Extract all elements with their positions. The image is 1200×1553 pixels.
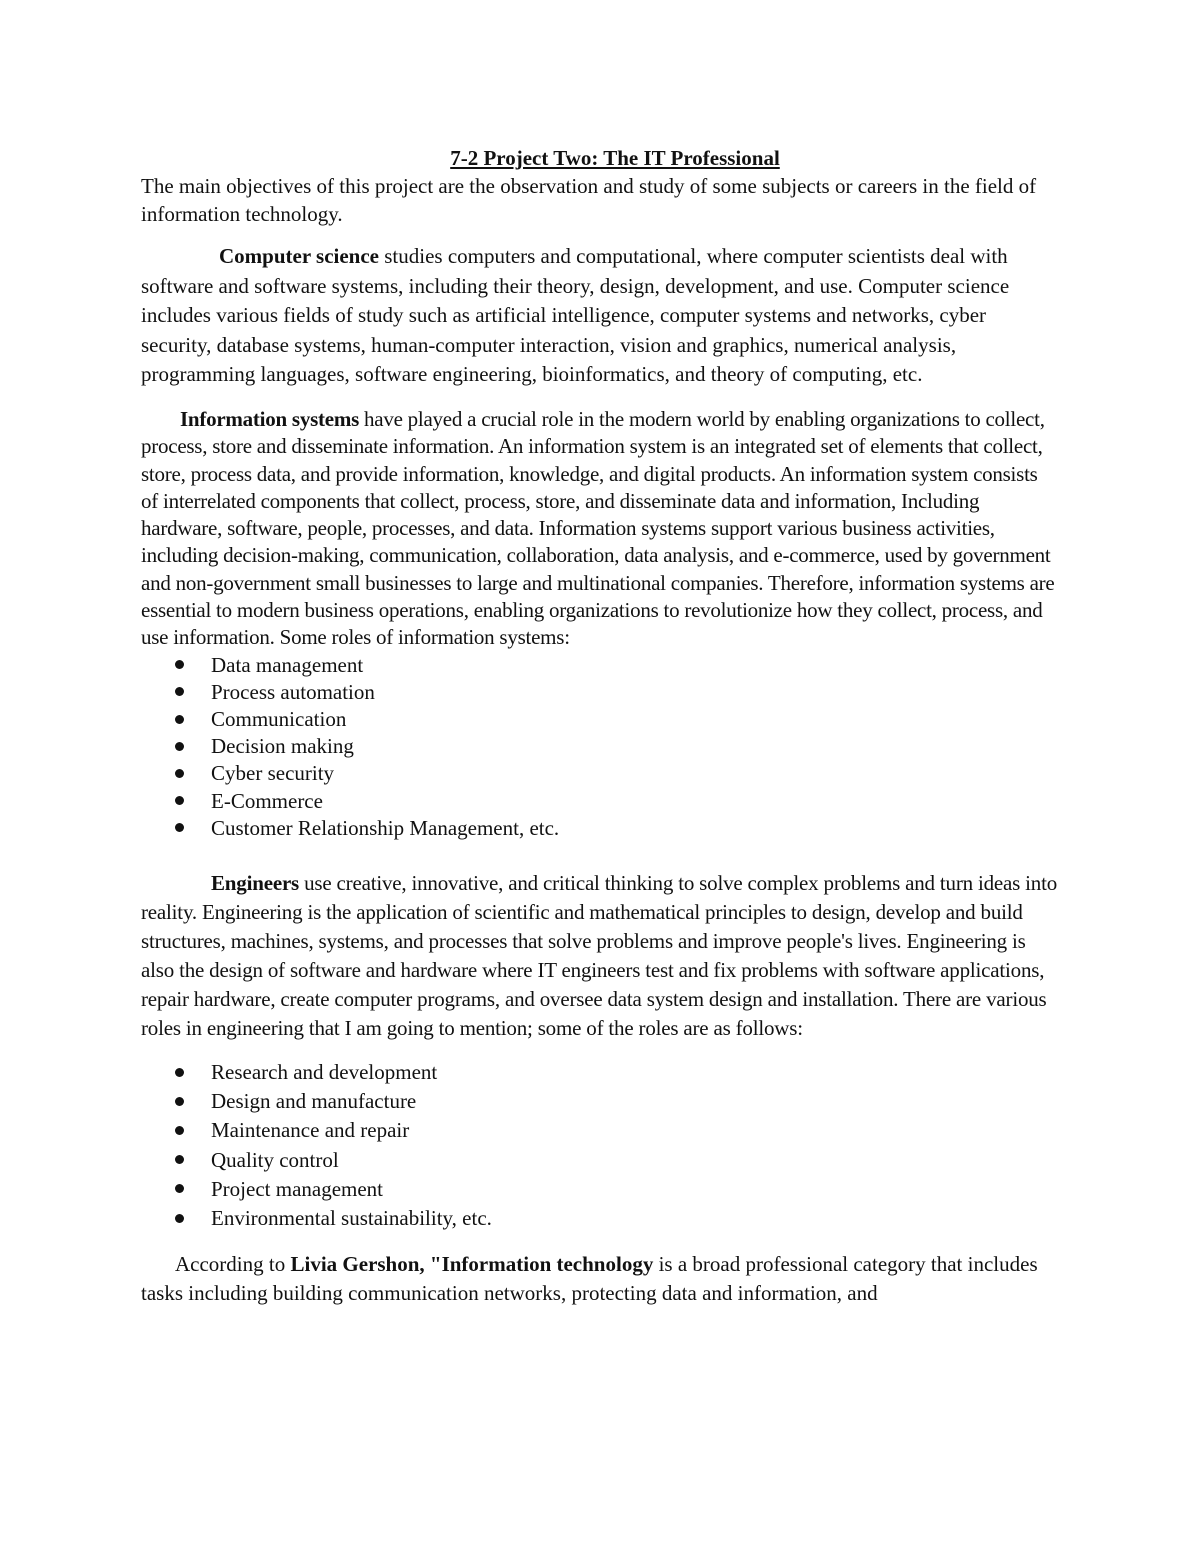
author-name: Livia Gershon, " <box>290 1252 442 1277</box>
bullet-icon <box>175 1097 184 1106</box>
list-item: Project management <box>141 1175 1059 1204</box>
information-systems-roles-list <box>141 652 1059 842</box>
it-lead: According to <box>175 1252 291 1277</box>
computer-science-term: Computer science <box>219 244 379 268</box>
document-title: 7-2 Project Two: The IT Professional <box>450 146 780 170</box>
bullet-icon <box>175 1068 184 1077</box>
information-systems-term: Information systems <box>180 406 359 431</box>
list-item: Process automation <box>141 679 1059 706</box>
computer-science-paragraph <box>141 242 1059 390</box>
bullet-icon <box>175 715 184 724</box>
intro-paragraph: The main objectives of this project are the observation and study of some subjects or careers in the field of information technology. <box>141 174 1037 226</box>
bullet-icon <box>175 660 184 669</box>
list-item: Data management <box>141 652 1059 679</box>
bullet-icon <box>175 796 184 805</box>
list-item: E-Commerce <box>141 788 1059 815</box>
list-item: Communication <box>141 706 1059 733</box>
bullet-icon <box>175 823 184 832</box>
bullet-icon <box>175 1126 184 1135</box>
bullet-icon <box>175 1155 184 1164</box>
computer-science-text: studies computers and computational, where computer scientists deal with software and software systems, including their theory, design, development, and use. Computer science includes various fields of study such as artificial intelligence, computer systems and networks, cyber security, database systems, human-computer interaction, vision and graphics, numerical analysis, programming languages, software engineering, bioinformatics, and theory of computing, etc. <box>141 244 1010 387</box>
list-item: Environmental sustainability, etc. <box>141 1204 1059 1233</box>
bullet-icon <box>175 1214 184 1223</box>
list-item: Decision making <box>141 733 1059 760</box>
list-item: Design and manufacture <box>141 1087 1059 1116</box>
bullet-icon <box>175 687 184 696</box>
bullet-icon <box>175 1184 184 1193</box>
information-technology-paragraph <box>141 1250 1059 1308</box>
list-item: Cyber security <box>141 760 1059 787</box>
list-item: Customer Relationship Management, etc. <box>141 815 1059 842</box>
bullet-icon <box>175 769 184 778</box>
information-systems-text: have played a crucial role in the modern world by enabling organizations to collect, process, store and disseminate information. An information system is an integrated set of elements that collect, store, process data, and provide information, knowledge, and digital products. An information system consists of interrelated components that collect, process, store, and disseminate data and information, Including hardware, software, people, processes, and data. Information systems support various business activities, including decision-making, communication, collaboration, data analysis, and e-commerce, used by government and non-government small businesses to large and multinational companies. Therefore, information systems are essential to modern business operations, enabling organizations to revolutionize how they collect, process, and use information. Some roles of information systems: <box>141 406 1055 650</box>
engineers-text: use creative, innovative, and critical thinking to solve complex problems and turn ideas into reality. Engineering is the application of scientific and mathematical principles to design, develop and build structures, machines, systems, and processes that solve problems and improve people's lives. Engineering is also the design of software and hardware where IT engineers test and fix problems with software applications, repair hardware, create computer programs, and oversee data system design and installation. There are various roles in engineering that I am going to mention; some of the roles are as follows: <box>141 871 1058 1041</box>
information-systems-paragraph <box>141 406 1059 652</box>
list-item: Maintenance and repair <box>141 1116 1059 1145</box>
information-technology-text: is a broad professional category that includes tasks including building communication networks, protecting data and information, and <box>141 1252 1038 1306</box>
engineers-term: Engineers <box>211 871 300 896</box>
document-page <box>141 140 1059 1308</box>
engineers-paragraph <box>141 869 1059 1043</box>
engineering-roles-list <box>141 1058 1059 1233</box>
list-item: Quality control <box>141 1146 1059 1175</box>
list-item: Research and development <box>141 1058 1059 1087</box>
information-technology-term: Information technology <box>441 1252 654 1277</box>
bullet-icon <box>175 742 184 751</box>
